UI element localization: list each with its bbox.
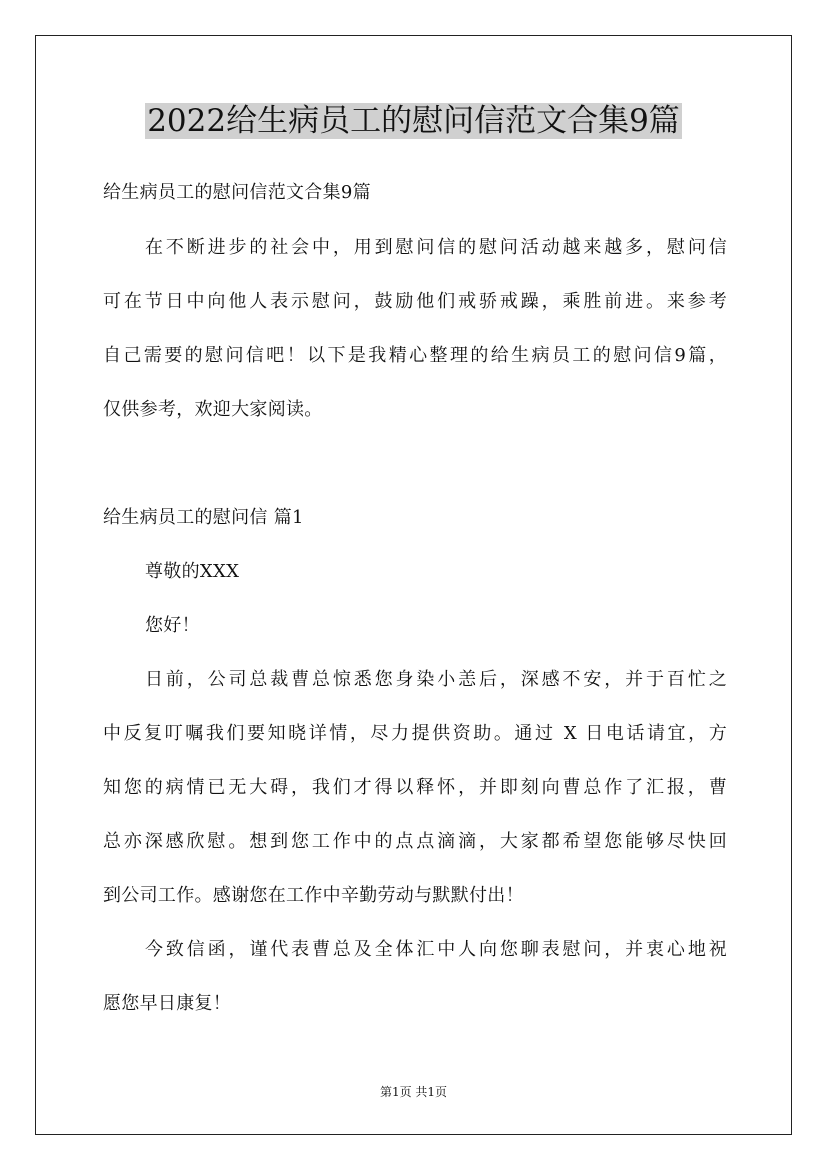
body-paragraph-line: 总亦深感欣慰。想到您工作中的点点滴滴，大家都希望您能够尽快回 xyxy=(103,831,727,852)
body-paragraph-line: 到公司工作。感谢您在工作中辛勤劳动与默默付出！ xyxy=(103,885,524,906)
document-subtitle: 给生病员工的慰问信范文合集9篇 xyxy=(103,182,371,203)
document-title xyxy=(0,98,827,144)
greeting: 您好！ xyxy=(145,615,200,636)
document-title-text: 2022给生病员工的慰问信范文合集9篇 xyxy=(147,103,680,139)
closing-paragraph-line: 今致信函，谨代表曹总及全体汇中人向您聊表慰问，并衷心地祝 xyxy=(145,939,727,960)
page-number-footer: 第1页 共1页 xyxy=(379,1085,448,1099)
intro-paragraph-line: 自己需要的慰问信吧！以下是我精心整理的给生病员工的慰问信9篇， xyxy=(103,345,727,366)
section-heading: 给生病员工的慰问信 篇1 xyxy=(103,507,304,528)
body-paragraph-line: 日前，公司总裁曹总惊悉您身染小恙后，深感不安，并于百忙之 xyxy=(145,669,727,690)
body-paragraph-line: 中反复叮嘱我们要知晓详情，尽力提供资助。通过 X 日电话请宜，方 xyxy=(103,723,727,744)
intro-paragraph-line: 可在节日中向他人表示慰问，鼓励他们戒骄戒躁，乘胜前进。来参考 xyxy=(103,291,727,312)
body-paragraph-line: 知您的病情已无大碍，我们才得以释怀，并即刻向曹总作了汇报，曹 xyxy=(103,777,727,798)
salutation: 尊敬的XXX xyxy=(145,561,240,582)
intro-paragraph-line: 仅供参考，欢迎大家阅读。 xyxy=(103,399,323,420)
closing-paragraph-line: 愿您早日康复！ xyxy=(103,993,232,1014)
intro-paragraph-line: 在不断进步的社会中，用到慰问信的慰问活动越来越多，慰问信 xyxy=(145,237,727,258)
